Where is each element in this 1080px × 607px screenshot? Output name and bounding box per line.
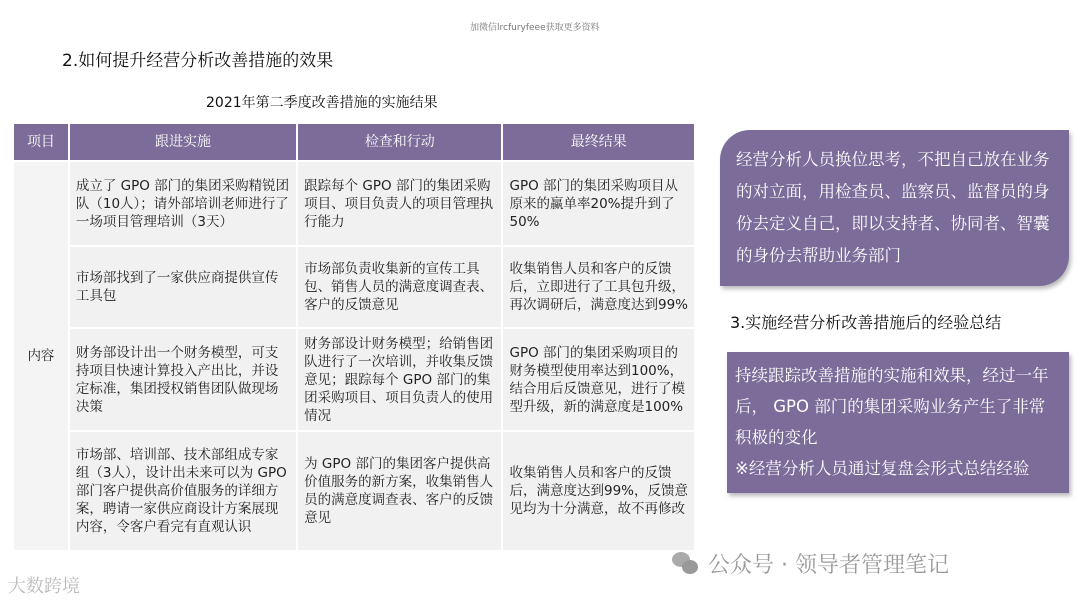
- table-cell: GPO 部门的集团采购项目从原来的赢单率20%提升到了50%: [502, 161, 695, 246]
- table-cell: 收集销售人员和客户的反馈后，立即进行了工具包升级，再次调研后，满意度达到99%: [502, 246, 695, 328]
- table-cell: GPO 部门的集团采购项目的财务模型使用率达到100%，结合用后反馈意见，进行了模型升级，新的满意度是100%: [502, 328, 695, 431]
- table-row: [13, 328, 695, 431]
- wechat-icon: [672, 552, 700, 576]
- table-title: 2021年第二季度改善措施的实施结果: [206, 95, 438, 111]
- brand-logo: 大数跨境: [8, 576, 80, 597]
- header-check: 检查和行动: [297, 123, 502, 161]
- table-cell: 市场部、培训部、技术部组成专家组（3人），设计出未来可以为 GPO 部门客户提供高价值服务的详细方案，聘请一家供应商设计方案展现内容，令客户看完有直观认识: [69, 431, 297, 551]
- table-cell: 市场部负责收集新的宣传工具包、销售人员的满意度调查表、客户的反馈意见: [297, 246, 502, 328]
- table-row: [13, 246, 695, 328]
- wechat-watermark: [672, 548, 949, 579]
- table-cell: 成立了 GPO 部门的集团采购精锐团队（10人）；请外部培训老师进行了一场项目管理培训（3天）: [69, 161, 297, 246]
- section2-title: 2.如何提升经营分析改善措施的效果: [62, 51, 334, 71]
- header-result: 最终结果: [502, 123, 695, 161]
- results-table: [12, 122, 696, 552]
- summary-box: [727, 352, 1069, 493]
- table-cell: 收集销售人员和客户的反馈后，满意度达到99%，反馈意见均为十分满意，故不再修改: [502, 431, 695, 551]
- summary-note: ※经营分析人员通过复盘会形式总结经验: [735, 459, 1030, 478]
- table-cell: 财务部设计财务模型；给销售团队进行了一次培训，并收集反馈意见；跟踪每个 GPO 部门的集团采购项目、项目负责人的使用情况: [297, 328, 502, 431]
- table-cell: 为 GPO 部门的集团客户提供高价值服务的新方案，收集销售人员的满意度调查表、客户的反馈意见: [297, 431, 502, 551]
- wechat-account-text: 公众号 · 领导者管理笔记: [708, 553, 949, 578]
- insight-box: 经营分析人员换位思考，不把自己放在业务的对立面，用检查员、监察员、监督员的身份去定义自己，即以支持者、协同者、智囊的身份去帮助业务部门: [720, 130, 1069, 286]
- section3-title: 3.实施经营分析改善措施后的经验总结: [730, 313, 1002, 332]
- row-label: 内容: [13, 161, 69, 551]
- table-row: [13, 161, 695, 246]
- table-cell: 跟踪每个 GPO 部门的集团采购项目、项目负责人的项目管理执行能力: [297, 161, 502, 246]
- table-header-row: [13, 123, 695, 161]
- table-cell: 市场部找到了一家供应商提供宣传工具包: [69, 246, 297, 328]
- header-item: 项目: [13, 123, 69, 161]
- header-followup: 跟进实施: [69, 123, 297, 161]
- watermark-text: 加微信lrcfuryfeee获取更多资料: [470, 23, 600, 33]
- table-cell: 财务部设计出一个财务模型，可支持项目快速计算投入产出比，并设定标准，集团授权销售团队做现场决策: [69, 328, 297, 431]
- table-row: [13, 431, 695, 551]
- summary-text: 持续跟踪改善措施的实施和效果，经过一年后， GPO 部门的集团采购业务产生了非常积极的变化: [735, 366, 1049, 447]
